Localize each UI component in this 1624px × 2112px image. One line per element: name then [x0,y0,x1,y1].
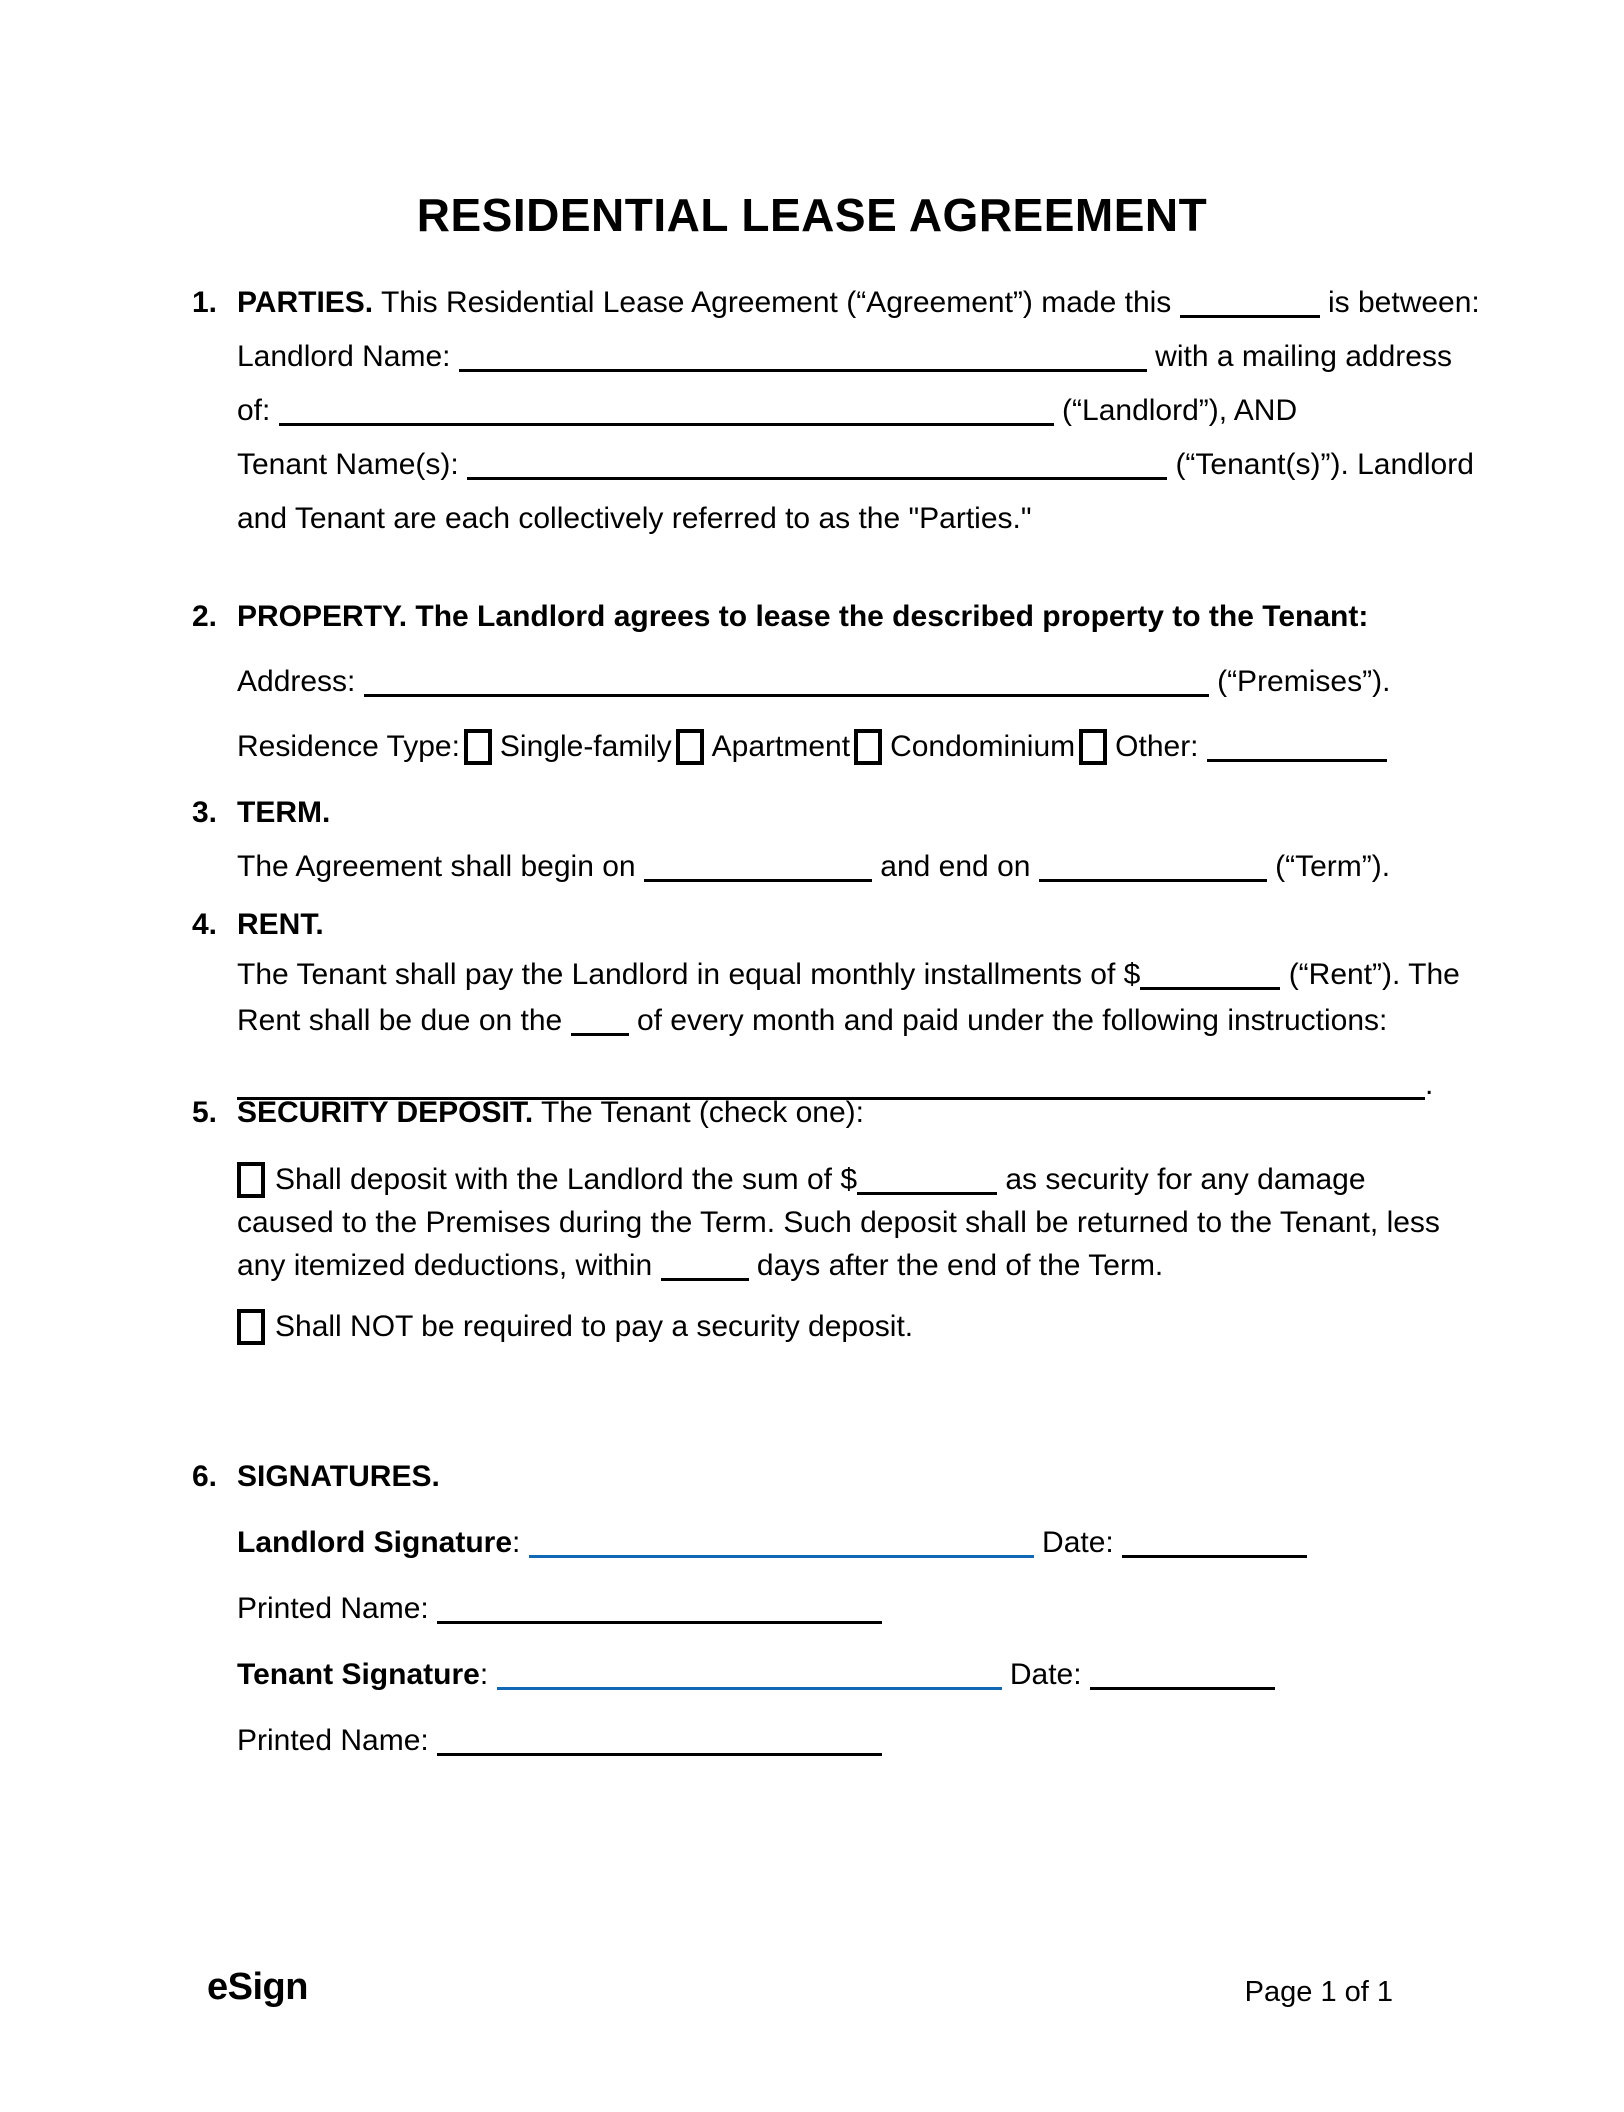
parties-closing-text: and Tenant are each collectively referred to as the "Parties." [237,502,1032,535]
document-title: RESIDENTIAL LEASE AGREEMENT [416,189,1208,241]
deposit-return-days-blank[interactable] [661,1244,749,1281]
tenant-date-label: Date: [1009,1658,1082,1691]
term-start-date-blank[interactable] [644,845,872,882]
page-number-label: Page 1 of 1 [1244,1976,1393,2008]
checkbox-condominium[interactable] [854,729,882,765]
section-number: 2. [192,600,218,633]
parties-line-address [237,384,1452,438]
landlord-address-label: of: [237,394,271,427]
tenant-printed-name-blank[interactable] [437,1719,882,1756]
property-address-line [237,655,1452,709]
checkbox-other[interactable] [1079,729,1107,765]
deposit-option-none [237,1305,1452,1348]
tenant-names-label: Tenant Name(s): [237,448,459,481]
section-number: 3. [192,796,218,829]
term-post-text: (“Term”). [1275,850,1391,883]
residence-type-label: Residence Type: [237,730,460,763]
checkbox-apartment[interactable] [676,729,704,765]
section-security-deposit [192,1086,1452,1348]
rent-due-text: Rent shall be due on the [237,1004,563,1037]
rent-amount-text: The Tenant shall pay the Landlord in equal monthly installments of $ [237,958,1141,991]
tenant-signature-label: Tenant Signature [237,1658,480,1691]
rent-due-line [237,998,1452,1044]
parties-heading: PARTIES. [237,286,374,319]
residence-option-condominium: Condominium [890,730,1076,763]
parties-intro-text: This Residential Lease Agreement (“Agreement”) made this [380,286,1172,319]
section-signatures [192,1450,1452,1768]
landlord-address-post: (“Landlord”), AND [1062,394,1298,427]
property-heading: PROPERTY. [237,600,408,633]
deposit-option1-text: Shall deposit with the Landlord the sum of $ [275,1163,858,1196]
landlord-printed-name-label: Printed Name: [237,1592,429,1625]
term-heading: TERM. [237,796,331,829]
section-number: 1. [192,286,218,319]
rent-due-post: of every month and paid under the following instructions: [636,1004,1388,1037]
signatures-heading: SIGNATURES. [237,1460,440,1493]
term-heading-line [237,786,1452,840]
section-property [192,590,1452,774]
landlord-signature-label: Landlord Signature [237,1526,513,1559]
rent-amount-line [237,952,1460,998]
checkbox-no-deposit[interactable] [237,1309,265,1345]
instructions-period: . [1425,1068,1434,1101]
residence-type-line [237,720,1452,774]
tenant-printed-name-row [237,1714,1452,1768]
landlord-signature-field[interactable] [529,1521,1034,1558]
property-heading-rest: The Landlord agrees to lease the described property to the Tenant: [415,600,1369,633]
premises-address-blank[interactable] [364,660,1209,697]
section-parties [192,276,1480,546]
agreement-date-blank[interactable] [1180,281,1320,318]
deposit-option1-post: days after the end of the Term. [756,1249,1164,1282]
signatures-heading-line [237,1450,1452,1504]
deposit-heading-line [237,1086,1452,1140]
deposit-option-required [237,1158,1452,1287]
tenant-names-post: (“Tenant(s)”). Landlord [1175,448,1474,481]
rent-heading: RENT. [237,908,324,941]
landlord-address-blank[interactable] [279,389,1054,426]
term-dates-line [237,840,1452,894]
checkbox-single-family[interactable] [464,729,492,765]
landlord-printed-name-row [237,1582,1452,1636]
tenant-signature-line-row [237,1648,1452,1702]
tenant-signature-field[interactable] [497,1653,1002,1690]
landlord-signature-line-row [237,1516,1452,1570]
term-end-text: and end on [880,850,1031,883]
section-rent [192,898,1460,1112]
deposit-option1-mid: as security for any damage caused to the Premises during the Term. Such deposit shall be returned to the Tenant, less any itemized deductions, within [237,1163,1440,1282]
premises-address-label: Address: [237,665,356,698]
section-term [192,786,1452,894]
property-heading-line [237,590,1452,644]
parties-line-closing [237,492,1452,546]
parties-intro-post: is between: [1328,286,1480,319]
section-number: 4. [192,908,218,941]
landlord-name-blank[interactable] [459,335,1147,372]
residence-option-single-family: Single-family [499,730,672,763]
deposit-heading-rest: The Tenant (check one): [540,1096,864,1129]
term-end-date-blank[interactable] [1039,845,1267,882]
rent-amount-post: (“Rent”). The [1288,958,1460,991]
tenant-names-blank[interactable] [467,443,1167,480]
tenant-printed-name-label: Printed Name: [237,1724,429,1757]
esign-logo: eSign [207,1966,308,2008]
residence-other-label: Other: [1115,730,1199,763]
landlord-printed-name-blank[interactable] [437,1587,882,1624]
rent-due-day-blank[interactable] [571,999,629,1036]
label-colon: : [512,1526,521,1559]
parties-line-intro [237,276,1480,330]
deposit-amount-blank[interactable] [857,1158,997,1195]
section-number: 6. [192,1460,218,1493]
landlord-date-blank[interactable] [1122,1521,1307,1558]
rent-heading-line [237,898,1452,952]
tenant-date-blank[interactable] [1090,1653,1275,1690]
landlord-name-post: with a mailing address [1155,340,1452,373]
term-begin-text: The Agreement shall begin on [237,850,636,883]
section-number: 5. [192,1096,218,1129]
premises-address-post: (“Premises”). [1217,665,1391,698]
checkbox-deposit-required[interactable] [237,1162,265,1198]
landlord-name-label: Landlord Name: [237,340,451,373]
deposit-option2-text: Shall NOT be required to pay a security deposit. [275,1310,914,1343]
residence-other-blank[interactable] [1207,725,1387,762]
label-colon: : [479,1658,489,1691]
landlord-date-label: Date: [1042,1526,1114,1559]
deposit-heading: SECURITY DEPOSIT. [237,1096,534,1129]
rent-amount-blank[interactable] [1140,953,1280,990]
residence-option-apartment: Apartment [711,730,851,763]
parties-line-landlord [237,330,1452,384]
parties-line-tenant [237,438,1474,492]
